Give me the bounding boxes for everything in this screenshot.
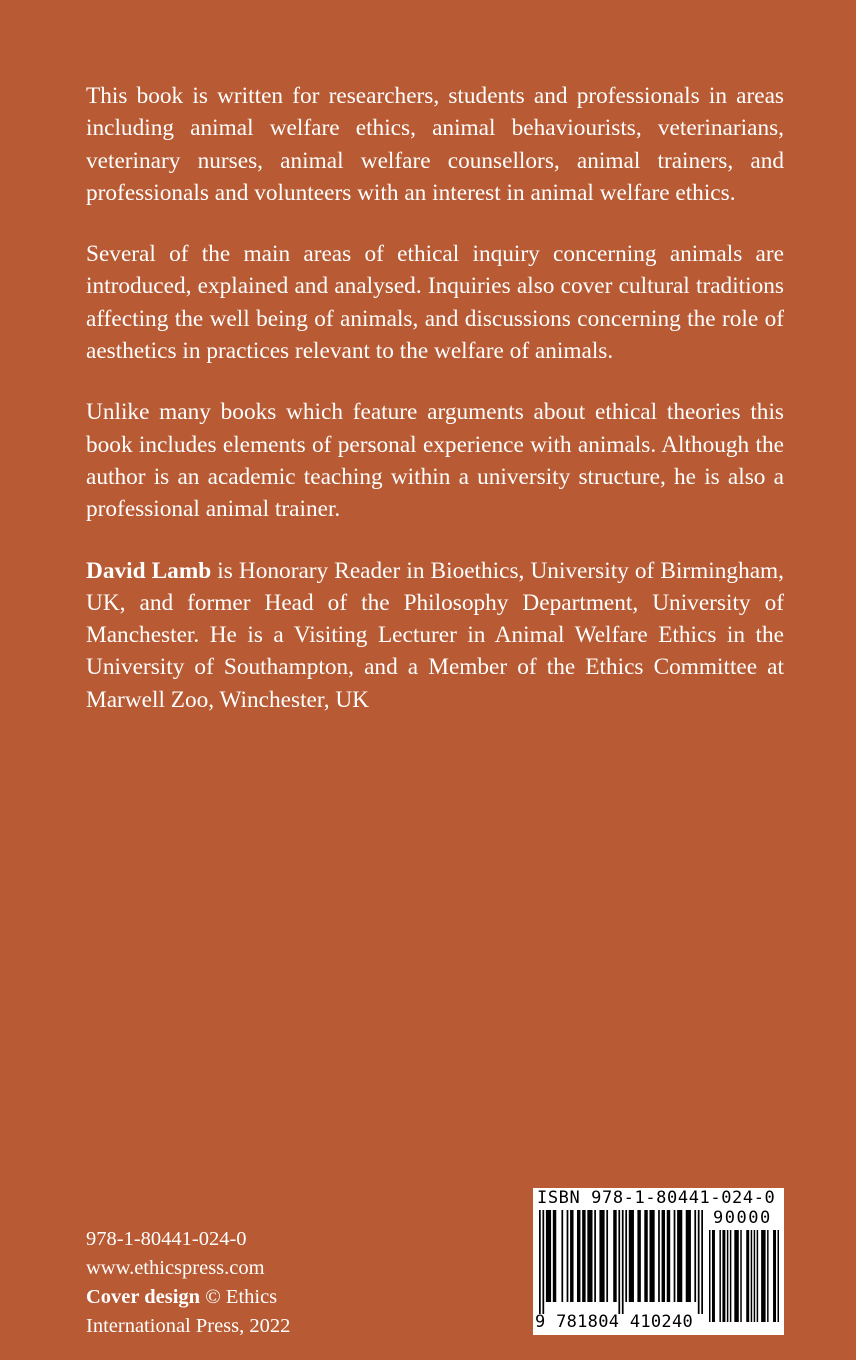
barcode-bar bbox=[649, 1210, 654, 1302]
imprint-cover-design bbox=[86, 1283, 290, 1312]
barcode-bar bbox=[701, 1210, 703, 1314]
barcode-bar bbox=[751, 1230, 752, 1322]
barcode-bar bbox=[662, 1210, 665, 1302]
blurb-paragraph-topics: Several of the main areas of ethical inquiry concerning animals are introduced, explained and analysed. Inquiries also cover cultural traditions affecting the well being of animals, and discussions concerning the role of aesthetics in practices relevant to the welfare of animals. bbox=[86, 241, 784, 365]
barcode-bar bbox=[546, 1210, 551, 1302]
barcode-bar bbox=[561, 1210, 563, 1302]
barcode-bar bbox=[746, 1230, 749, 1322]
imprint-isbn: 978-1-80441-024-0 bbox=[86, 1228, 247, 1250]
barcode-bar bbox=[709, 1230, 710, 1322]
cover-design-credit: © Ethics bbox=[200, 1286, 278, 1308]
barcode-bar bbox=[767, 1230, 768, 1322]
barcode-bar bbox=[644, 1210, 647, 1302]
barcode-bar bbox=[587, 1210, 592, 1302]
barcode-bar bbox=[599, 1210, 604, 1302]
barcode-bar bbox=[698, 1210, 700, 1314]
barcode-bar bbox=[582, 1210, 585, 1302]
barcode-bar bbox=[613, 1210, 616, 1302]
barcode-bar bbox=[542, 1210, 544, 1314]
barcode-bar bbox=[577, 1210, 580, 1302]
barcode-bar bbox=[658, 1210, 660, 1302]
barcode-bar bbox=[567, 1210, 569, 1302]
barcode-bar bbox=[618, 1210, 620, 1314]
barcode-bar bbox=[712, 1230, 715, 1322]
isbn-barcode bbox=[533, 1188, 784, 1335]
barcode-bar bbox=[719, 1230, 720, 1322]
barcode-bar bbox=[730, 1230, 731, 1322]
barcode-bar bbox=[677, 1210, 682, 1302]
barcode-bar bbox=[761, 1230, 765, 1322]
imprint-block bbox=[86, 1225, 290, 1341]
barcode-bar bbox=[606, 1210, 608, 1302]
barcode-bar bbox=[778, 1230, 779, 1322]
barcode-bar bbox=[773, 1230, 776, 1322]
barcode-bar bbox=[539, 1210, 541, 1314]
barcode-bar bbox=[625, 1210, 627, 1302]
barcode-bar bbox=[740, 1230, 741, 1322]
author-bio-text: is Honorary Reader in Bioethics, University of Birmingham, UK, and former Head of the Philosophy Department, University of Manchester. He is a Visiting Lecturer in Animal Welfare Ethics in the University of Southampton, and a Member of the Ethics Committee at Marwell Zoo, Winchester, UK bbox=[86, 557, 784, 713]
barcode-price-code: 90000 bbox=[713, 1208, 772, 1228]
author-name: David Lamb bbox=[86, 557, 212, 584]
blurb-paragraph-audience: This book is written for researchers, students and professionals in areas including animal welfare ethics, animal behaviourists, veterinarians, veterinary nurses, animal welfare counsellors, animal trainers, and professionals and volunteers with an interest in animal welfare ethics. bbox=[86, 83, 784, 206]
back-cover-blurb bbox=[86, 80, 784, 745]
imprint-website: www.ethicspress.com bbox=[86, 1257, 265, 1279]
barcode-bar bbox=[686, 1210, 691, 1302]
barcode-bar bbox=[637, 1210, 640, 1302]
barcode-bar bbox=[594, 1210, 596, 1302]
barcode-bar bbox=[754, 1230, 755, 1322]
barcode-bar bbox=[570, 1210, 573, 1302]
blurb-paragraph-approach: Unlike many books which feature arguments about ethical theories this book includes elements of personal experience with animals. Although the author is an academic teaching within a university structure, he is also a professional animal trainer. bbox=[86, 399, 784, 523]
cover-design-label: Cover design bbox=[86, 1286, 201, 1308]
barcode-ean-digits: 9 781804 410240 bbox=[535, 1312, 694, 1332]
barcode-bar bbox=[734, 1230, 738, 1322]
barcode-bar bbox=[629, 1210, 634, 1302]
barcode-isbn-label: ISBN 978-1-80441-024-0 bbox=[537, 1188, 776, 1208]
barcode-bar bbox=[622, 1210, 624, 1314]
barcode-bar bbox=[553, 1210, 556, 1302]
barcode-bars-addon bbox=[709, 1230, 779, 1322]
barcode-bar bbox=[727, 1230, 728, 1322]
barcode-bar bbox=[757, 1230, 758, 1322]
barcode-bar bbox=[667, 1210, 670, 1302]
imprint-publisher: International Press, 2022 bbox=[86, 1315, 291, 1337]
barcode-bar bbox=[694, 1210, 696, 1302]
barcode-bar bbox=[674, 1210, 676, 1302]
author-bio-paragraph bbox=[86, 555, 784, 716]
barcode-bars-main bbox=[539, 1210, 703, 1314]
barcode-bar bbox=[722, 1230, 725, 1322]
